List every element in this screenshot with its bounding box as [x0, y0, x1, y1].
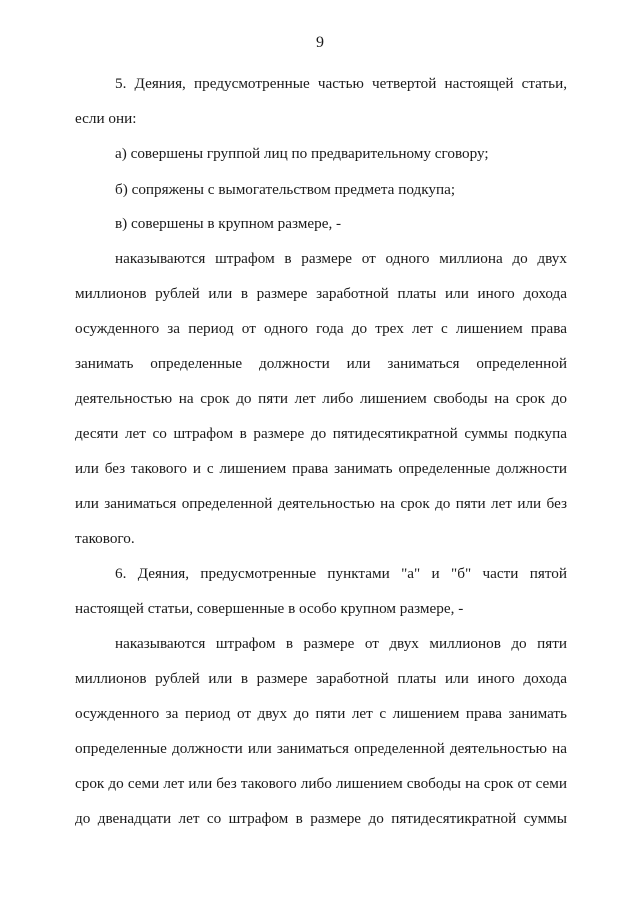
penalty-5-line-8: или заниматься определенной деятельностью на срок до пяти лет или без: [75, 495, 567, 512]
penalty-6-line-4: определенные должности или заниматься определенной деятельностью на: [75, 740, 567, 757]
page-number: 9: [316, 34, 324, 51]
penalty-5-line-1: наказываются штрафом в размере от одного миллиона до двух: [115, 250, 567, 267]
penalty-5-line-5: деятельностью на срок до пяти лет либо лишением свободы на срок до: [75, 390, 567, 407]
penalty-5-line-3: осужденного за период от одного года до трех лет с лишением права: [75, 320, 567, 337]
penalty-5-line-9: такового.: [75, 530, 135, 547]
paragraph-6-line-2: настоящей статьи, совершенные в особо крупном размере, -: [75, 600, 464, 617]
item-v-line: в) совершены в крупном размере, -: [115, 215, 342, 232]
penalty-6-line-1: наказываются штрафом в размере от двух миллионов до пяти: [115, 635, 567, 652]
paragraph-5-line-1: 5. Деяния, предусмотренные частью четвертой настоящей статьи,: [115, 75, 567, 92]
penalty-6-line-6: до двенадцати лет со штрафом в размере до пятидесятикратной суммы: [75, 810, 567, 827]
item-a-line: а) совершены группой лиц по предварительному сговору;: [115, 145, 489, 162]
penalty-6-line-2: миллионов рублей или в размере заработной платы или иного дохода: [75, 670, 567, 687]
penalty-5-line-7: или без такового и с лишением права занимать определенные должности: [75, 460, 567, 477]
penalty-5-line-2: миллионов рублей или в размере заработной платы или иного дохода: [75, 285, 567, 302]
penalty-5-line-4: занимать определенные должности или заниматься определенной: [75, 355, 567, 372]
penalty-6-line-3: осужденного за период от двух до пяти лет с лишением права занимать: [75, 705, 567, 722]
paragraph-6-line-1: 6. Деяния, предусмотренные пунктами "а" и "б" части пятой: [115, 565, 567, 582]
penalty-6-line-5: срок до семи лет или без такового либо лишением свободы на срок от семи: [75, 775, 567, 792]
item-b-line: б) сопряжены с вымогательством предмета подкупа;: [115, 181, 456, 198]
paragraph-5-line-2: если они:: [75, 110, 137, 127]
penalty-5-line-6: десяти лет со штрафом в размере до пятидесятикратной суммы подкупа: [75, 425, 567, 442]
